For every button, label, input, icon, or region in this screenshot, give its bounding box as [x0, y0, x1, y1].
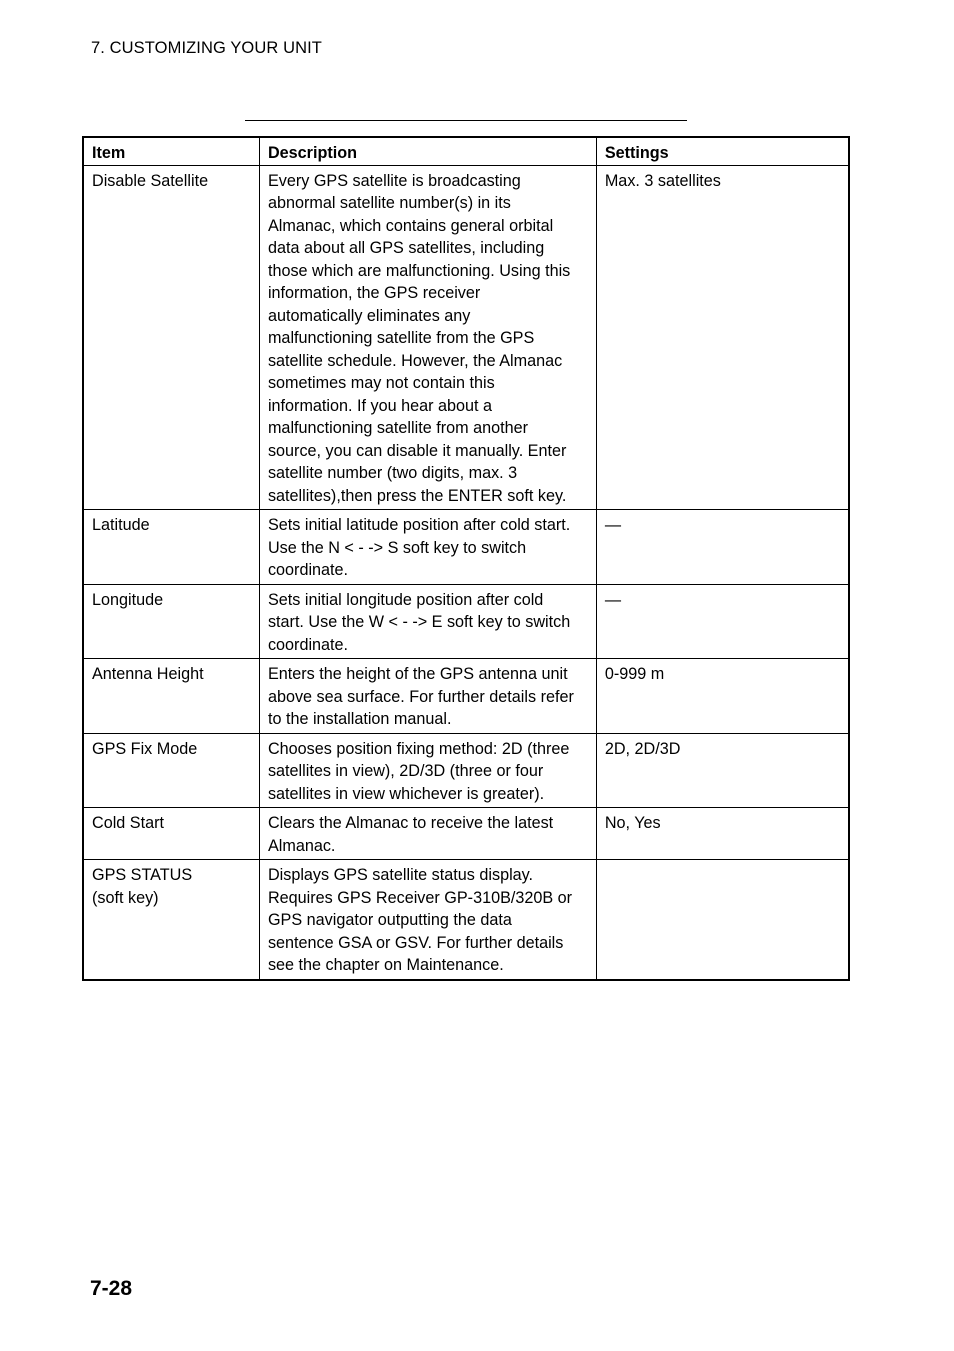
table-row	[83, 659, 849, 734]
item-cell: GPS STATUS (soft key)	[83, 860, 259, 980]
table-row	[83, 808, 849, 860]
settings-cell: —	[596, 510, 849, 585]
table-row	[83, 584, 849, 659]
table-row	[83, 165, 849, 510]
settings-cell	[596, 860, 849, 980]
item-cell: Disable Satellite	[83, 165, 259, 510]
table-row	[83, 733, 849, 808]
settings-cell: Max. 3 satellites	[596, 165, 849, 510]
column-header-description: Description	[259, 137, 596, 165]
column-header-item: Item	[83, 137, 259, 165]
description-cell: Chooses position fixing method: 2D (three satellites in view), 2D/3D (three or four satellites in view whichever is greater).	[259, 733, 596, 808]
item-cell: Latitude	[83, 510, 259, 585]
chapter-header: 7. CUSTOMIZING YOUR UNIT	[91, 39, 322, 57]
item-cell: GPS Fix Mode	[83, 733, 259, 808]
item-cell: Cold Start	[83, 808, 259, 860]
description-cell: Displays GPS satellite status display. Requires GPS Receiver GP-310B/320B or GPS navigator outputting the data sentence GSA or GSV. For further details see the chapter on Maintenance.	[259, 860, 596, 980]
header-rule	[245, 120, 687, 121]
table-header-row	[83, 137, 849, 165]
description-cell: Sets initial longitude position after cold start. Use the W < - -> E soft key to switch coordinate.	[259, 584, 596, 659]
table-row	[83, 510, 849, 585]
page-number: 7-28	[90, 1277, 133, 1300]
settings-cell: 0-999 m	[596, 659, 849, 734]
table-row	[83, 860, 849, 980]
description-cell: Every GPS satellite is broadcasting abnormal satellite number(s) in its Almanac, which contains general orbital data about all GPS satellites, including those which are malfunctioning. Using this information, the GPS receiver automatically eliminates any malfunctioning satellite from the GPS satellite schedule. However, the Almanac sometimes may not contain this information. If you hear about a malfunctioning satellite from another source, you can disable it manually. Enter satellite number (two digits, max. 3 satellites),then press the ENTER soft key.	[259, 165, 596, 510]
column-header-settings: Settings	[596, 137, 849, 165]
item-cell: Antenna Height	[83, 659, 259, 734]
item-cell: Longitude	[83, 584, 259, 659]
settings-cell: —	[596, 584, 849, 659]
settings-cell: No, Yes	[596, 808, 849, 860]
settings-table	[82, 136, 850, 981]
description-cell: Enters the height of the GPS antenna unit above sea surface. For further details refer to the installation manual.	[259, 659, 596, 734]
description-cell: Sets initial latitude position after cold start. Use the N < - -> S soft key to switch coordinate.	[259, 510, 596, 585]
description-cell: Clears the Almanac to receive the latest Almanac.	[259, 808, 596, 860]
settings-cell: 2D, 2D/3D	[596, 733, 849, 808]
